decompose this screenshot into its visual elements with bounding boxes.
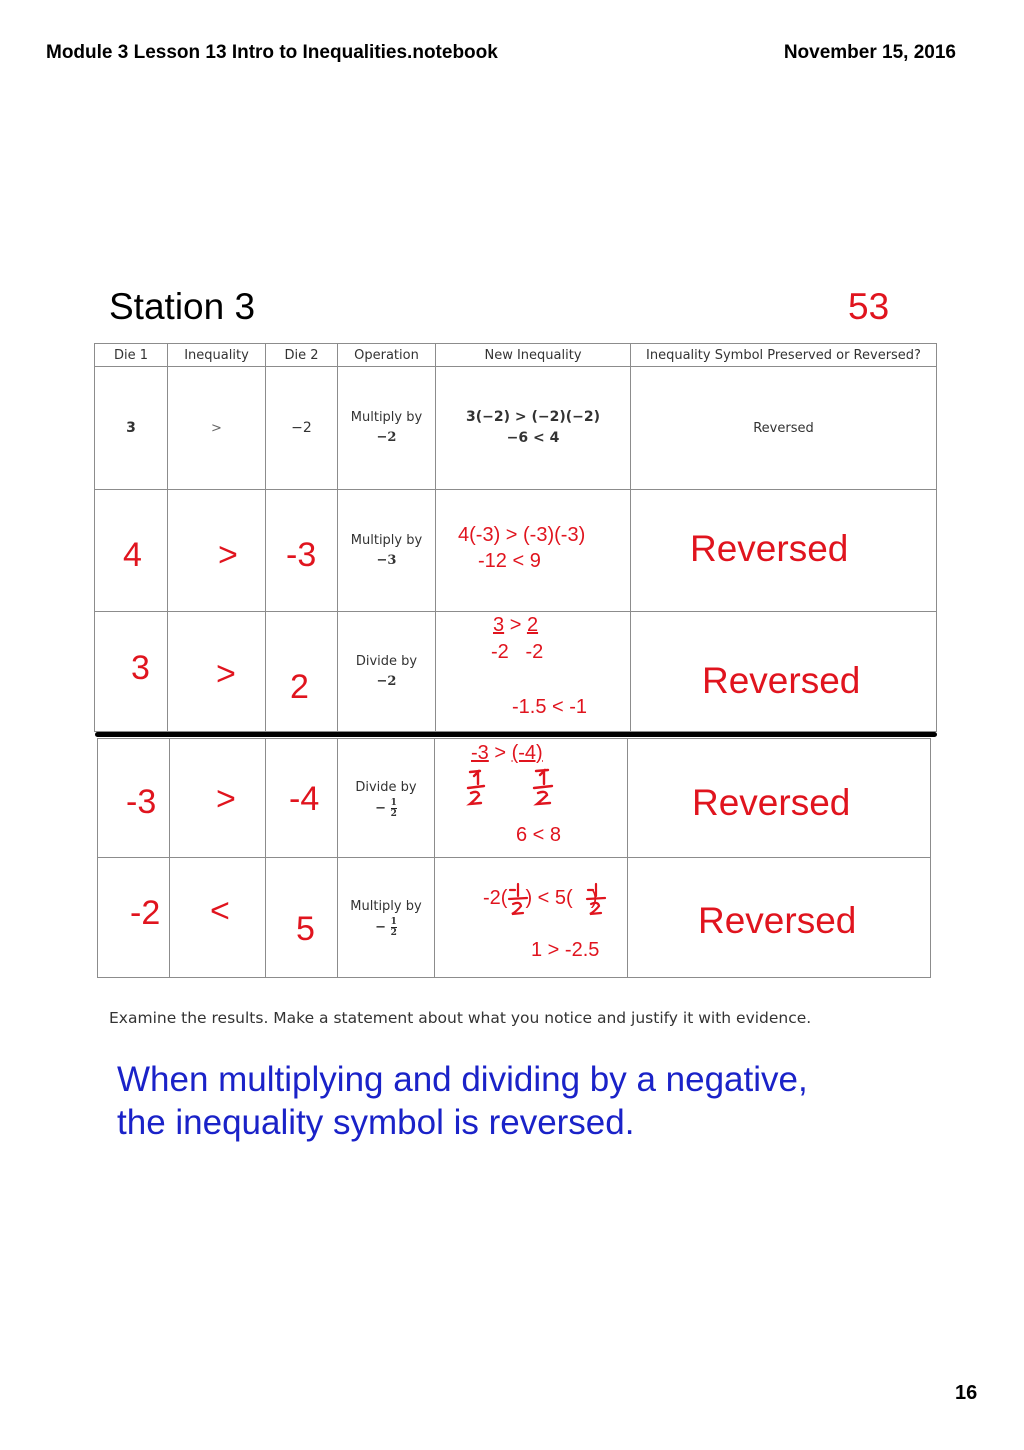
- row5-operation-sign: −: [375, 920, 387, 935]
- row3-work-top-c: 2: [526, 614, 539, 636]
- example-die2: −2: [266, 367, 338, 490]
- row4-frac-denominator: 2: [390, 808, 397, 819]
- row3-operation-value: −2: [376, 673, 397, 689]
- document-date: November 15, 2016: [783, 42, 956, 63]
- col-header-new-inequality: New Inequality: [436, 344, 631, 367]
- row2-die1: 4: [123, 536, 142, 574]
- row3-operation-text: Divide by: [355, 653, 418, 669]
- row5-inequality: <: [210, 892, 230, 930]
- example-operation-value: −2: [376, 430, 397, 445]
- row4-die2: -4: [289, 780, 320, 818]
- row5-result: Reversed: [698, 900, 857, 941]
- page-number: 16: [955, 1382, 978, 1404]
- row5-handwritten-fractions: [505, 880, 617, 918]
- row5-operation-text: Multiply by: [350, 899, 422, 914]
- row4-handwritten-fractions: [466, 766, 570, 808]
- table-header-row: [95, 344, 937, 367]
- example-operation-text: Multiply by: [350, 410, 423, 425]
- row3-inequality: >: [216, 655, 236, 693]
- row3-work-top-a: 3: [493, 614, 505, 636]
- answer-line2: the inequality symbol is reversed.: [117, 1103, 635, 1142]
- row2-operation-text: Multiply by: [350, 532, 423, 548]
- example-new-inequality: [436, 367, 631, 490]
- row4-work-top-c: (-4): [511, 742, 543, 764]
- row3-die2: 2: [290, 668, 309, 706]
- row5-work-a: -2(: [483, 887, 508, 909]
- example-operation: [338, 367, 436, 490]
- row5-operation-fraction: [391, 917, 397, 938]
- example-inequality: >: [168, 367, 266, 490]
- row3-die1: 3: [131, 649, 150, 687]
- row4-operation: [338, 739, 435, 858]
- row2-operation: [338, 490, 436, 612]
- row2-inequality: >: [218, 536, 238, 574]
- row5-work-line2: 1 > -2.5: [531, 939, 600, 961]
- example-new-inequality-line2: −6 < 4: [506, 430, 560, 446]
- row5-frac-numerator: 1: [390, 917, 397, 927]
- row3-work-top: [493, 614, 538, 637]
- col-header-die2: Die 2: [266, 344, 338, 367]
- thick-divider-line: [95, 732, 937, 737]
- col-header-operation: Operation: [338, 344, 436, 367]
- document-title: Module 3 Lesson 13 Intro to Inequalities.notebook: [46, 42, 498, 63]
- row5-die1: -2: [130, 894, 161, 932]
- row2-work-line1: 4(-3) > (-3)(-3): [458, 524, 586, 546]
- row2-work-line2: -12 < 9: [478, 550, 541, 572]
- row2-die2: -3: [286, 536, 317, 574]
- row4-frac-numerator: 1: [390, 797, 397, 808]
- row4-inequality: >: [216, 780, 236, 818]
- answer-line1: When multiplying and dividing by a negative,: [117, 1060, 808, 1099]
- row3-work-top-b: >: [509, 614, 522, 636]
- example-result: Reversed: [631, 367, 937, 490]
- station-title: Station 3: [109, 286, 256, 327]
- row4-work-line3: 6 < 8: [516, 824, 562, 846]
- col-header-result: Inequality Symbol Preserved or Reversed?: [631, 344, 937, 367]
- row3-result: Reversed: [702, 660, 861, 701]
- row5-frac-denominator: 2: [390, 928, 397, 938]
- row3-work-line2: -2 -2: [491, 641, 544, 663]
- row3-operation: [338, 612, 436, 732]
- row4-result: Reversed: [692, 782, 851, 823]
- col-header-inequality: Inequality: [168, 344, 266, 367]
- row4-die1: -3: [126, 783, 157, 821]
- row5-work-c: ): [590, 887, 598, 909]
- row2-operation-value: −3: [376, 552, 397, 568]
- col-header-die1: Die 1: [95, 344, 168, 367]
- row5-operation: [338, 858, 435, 978]
- row4-work-top: [471, 742, 543, 765]
- row4-work-top-b: >: [494, 742, 507, 764]
- examine-prompt: Examine the results. Make a statement about what you notice and justify it with evidence.: [109, 1009, 812, 1027]
- table-row-example: [95, 367, 937, 490]
- row5-work-b: ) < 5(: [525, 887, 573, 909]
- row4-operation-sign: −: [375, 800, 387, 816]
- row4-work-top-a: -3: [471, 742, 489, 764]
- row5-die2: 5: [296, 910, 315, 948]
- row4-operation-text: Divide by: [355, 779, 417, 795]
- row2-result: Reversed: [690, 528, 849, 569]
- example-die1: 3: [95, 367, 168, 490]
- handwritten-answer: [117, 1058, 808, 1144]
- row3-work-line3: -1.5 < -1: [512, 696, 588, 718]
- example-new-inequality-line1: 3(−2) > (−2)(−2): [465, 409, 601, 425]
- score-annotation: 53: [848, 286, 890, 327]
- row4-operation-fraction: [391, 798, 397, 819]
